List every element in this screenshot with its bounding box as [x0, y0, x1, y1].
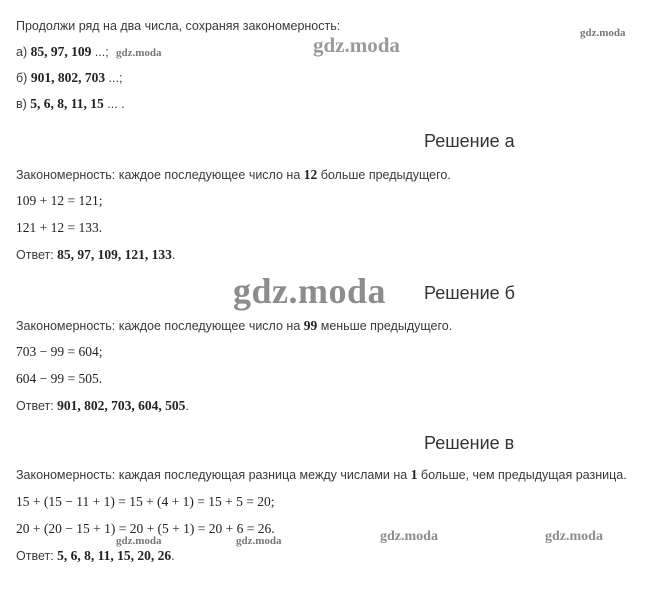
- watermark: gdz.moda: [313, 33, 400, 57]
- rule-text-end: меньше предыдущего.: [317, 319, 453, 333]
- answer-value: 85, 97, 109, 121, 133: [57, 247, 172, 262]
- watermark: gdz.moda: [380, 529, 438, 544]
- task-item-suffix: ...;: [105, 71, 123, 85]
- solution-c-heading: Решение в: [424, 433, 515, 453]
- solution-b-heading: Решение б: [424, 283, 515, 303]
- task-item-a: [16, 44, 109, 60]
- watermark: gdz.moda: [116, 47, 162, 59]
- task-item-suffix: ...;: [91, 45, 109, 59]
- solution-c-step-1: 15 + (15 − 11 + 1) = 15 + (4 + 1) = 15 + 5 = 20;: [16, 494, 275, 509]
- answer-value: 5, 6, 8, 11, 15, 20, 26: [57, 548, 172, 563]
- solution-a-rule: [16, 167, 451, 183]
- task-item-c: [16, 96, 125, 112]
- solution-c-answer: [16, 548, 175, 564]
- solution-b-step-2: 604 − 99 = 505.: [16, 371, 103, 386]
- task-item-prefix: а): [16, 45, 28, 59]
- task-item-prefix: в): [16, 97, 27, 111]
- answer-end: .: [185, 399, 189, 413]
- solution-a-step-1: 109 + 12 = 121;: [16, 193, 103, 208]
- rule-number: 12: [303, 167, 318, 182]
- answer-label: Ответ:: [16, 399, 58, 413]
- answer-end: .: [171, 248, 176, 262]
- rule-text-end: больше предыдущего.: [317, 168, 451, 182]
- rule-text-end: больше, чем предыдущая разница.: [417, 468, 627, 482]
- solution-b-answer: [16, 398, 189, 414]
- solution-c-rule: [16, 467, 627, 483]
- solution-b-step-1: 703 − 99 = 604;: [16, 344, 103, 359]
- rule-number: 1: [410, 467, 418, 482]
- task-item-series: 85, 97, 109: [30, 44, 92, 59]
- answer-label: Ответ:: [16, 248, 58, 262]
- watermark: gdz.moda: [236, 535, 282, 547]
- rule-text: Закономерность: каждое последующее число на: [16, 168, 304, 182]
- solution-c-step-2: 20 + (20 − 15 + 1) = 20 + (5 + 1) = 20 + 6 = 26.: [16, 521, 275, 536]
- watermark: gdz.moda: [233, 271, 387, 311]
- rule-text: Закономерность: каждое последующее число на: [16, 319, 304, 333]
- task-item-series: 901, 802, 703: [30, 70, 106, 85]
- solution-b-rule: [16, 318, 452, 334]
- answer-value: 901, 802, 703, 604, 505: [57, 398, 186, 413]
- solution-a-answer: [16, 247, 175, 263]
- task-item-suffix: ... .: [103, 97, 125, 111]
- solution-a-heading: Решение а: [424, 131, 515, 151]
- task-item-prefix: б): [16, 71, 28, 85]
- rule-number: 99: [303, 318, 318, 333]
- task-item-series: 5, 6, 8, 11, 15: [30, 96, 104, 111]
- answer-end: .: [171, 549, 175, 563]
- task-item-b: [16, 70, 122, 86]
- watermark: gdz.moda: [116, 535, 162, 547]
- solution-a-step-2: 121 + 12 = 133.: [16, 220, 103, 235]
- answer-label: Ответ:: [16, 549, 58, 563]
- watermark: gdz.moda: [545, 529, 603, 544]
- watermark: gdz.moda: [580, 27, 626, 39]
- rule-text: Закономерность: каждая последующая разница между числами на: [16, 468, 411, 482]
- task-intro: Продолжи ряд на два числа, сохраняя закономерность:: [16, 19, 341, 33]
